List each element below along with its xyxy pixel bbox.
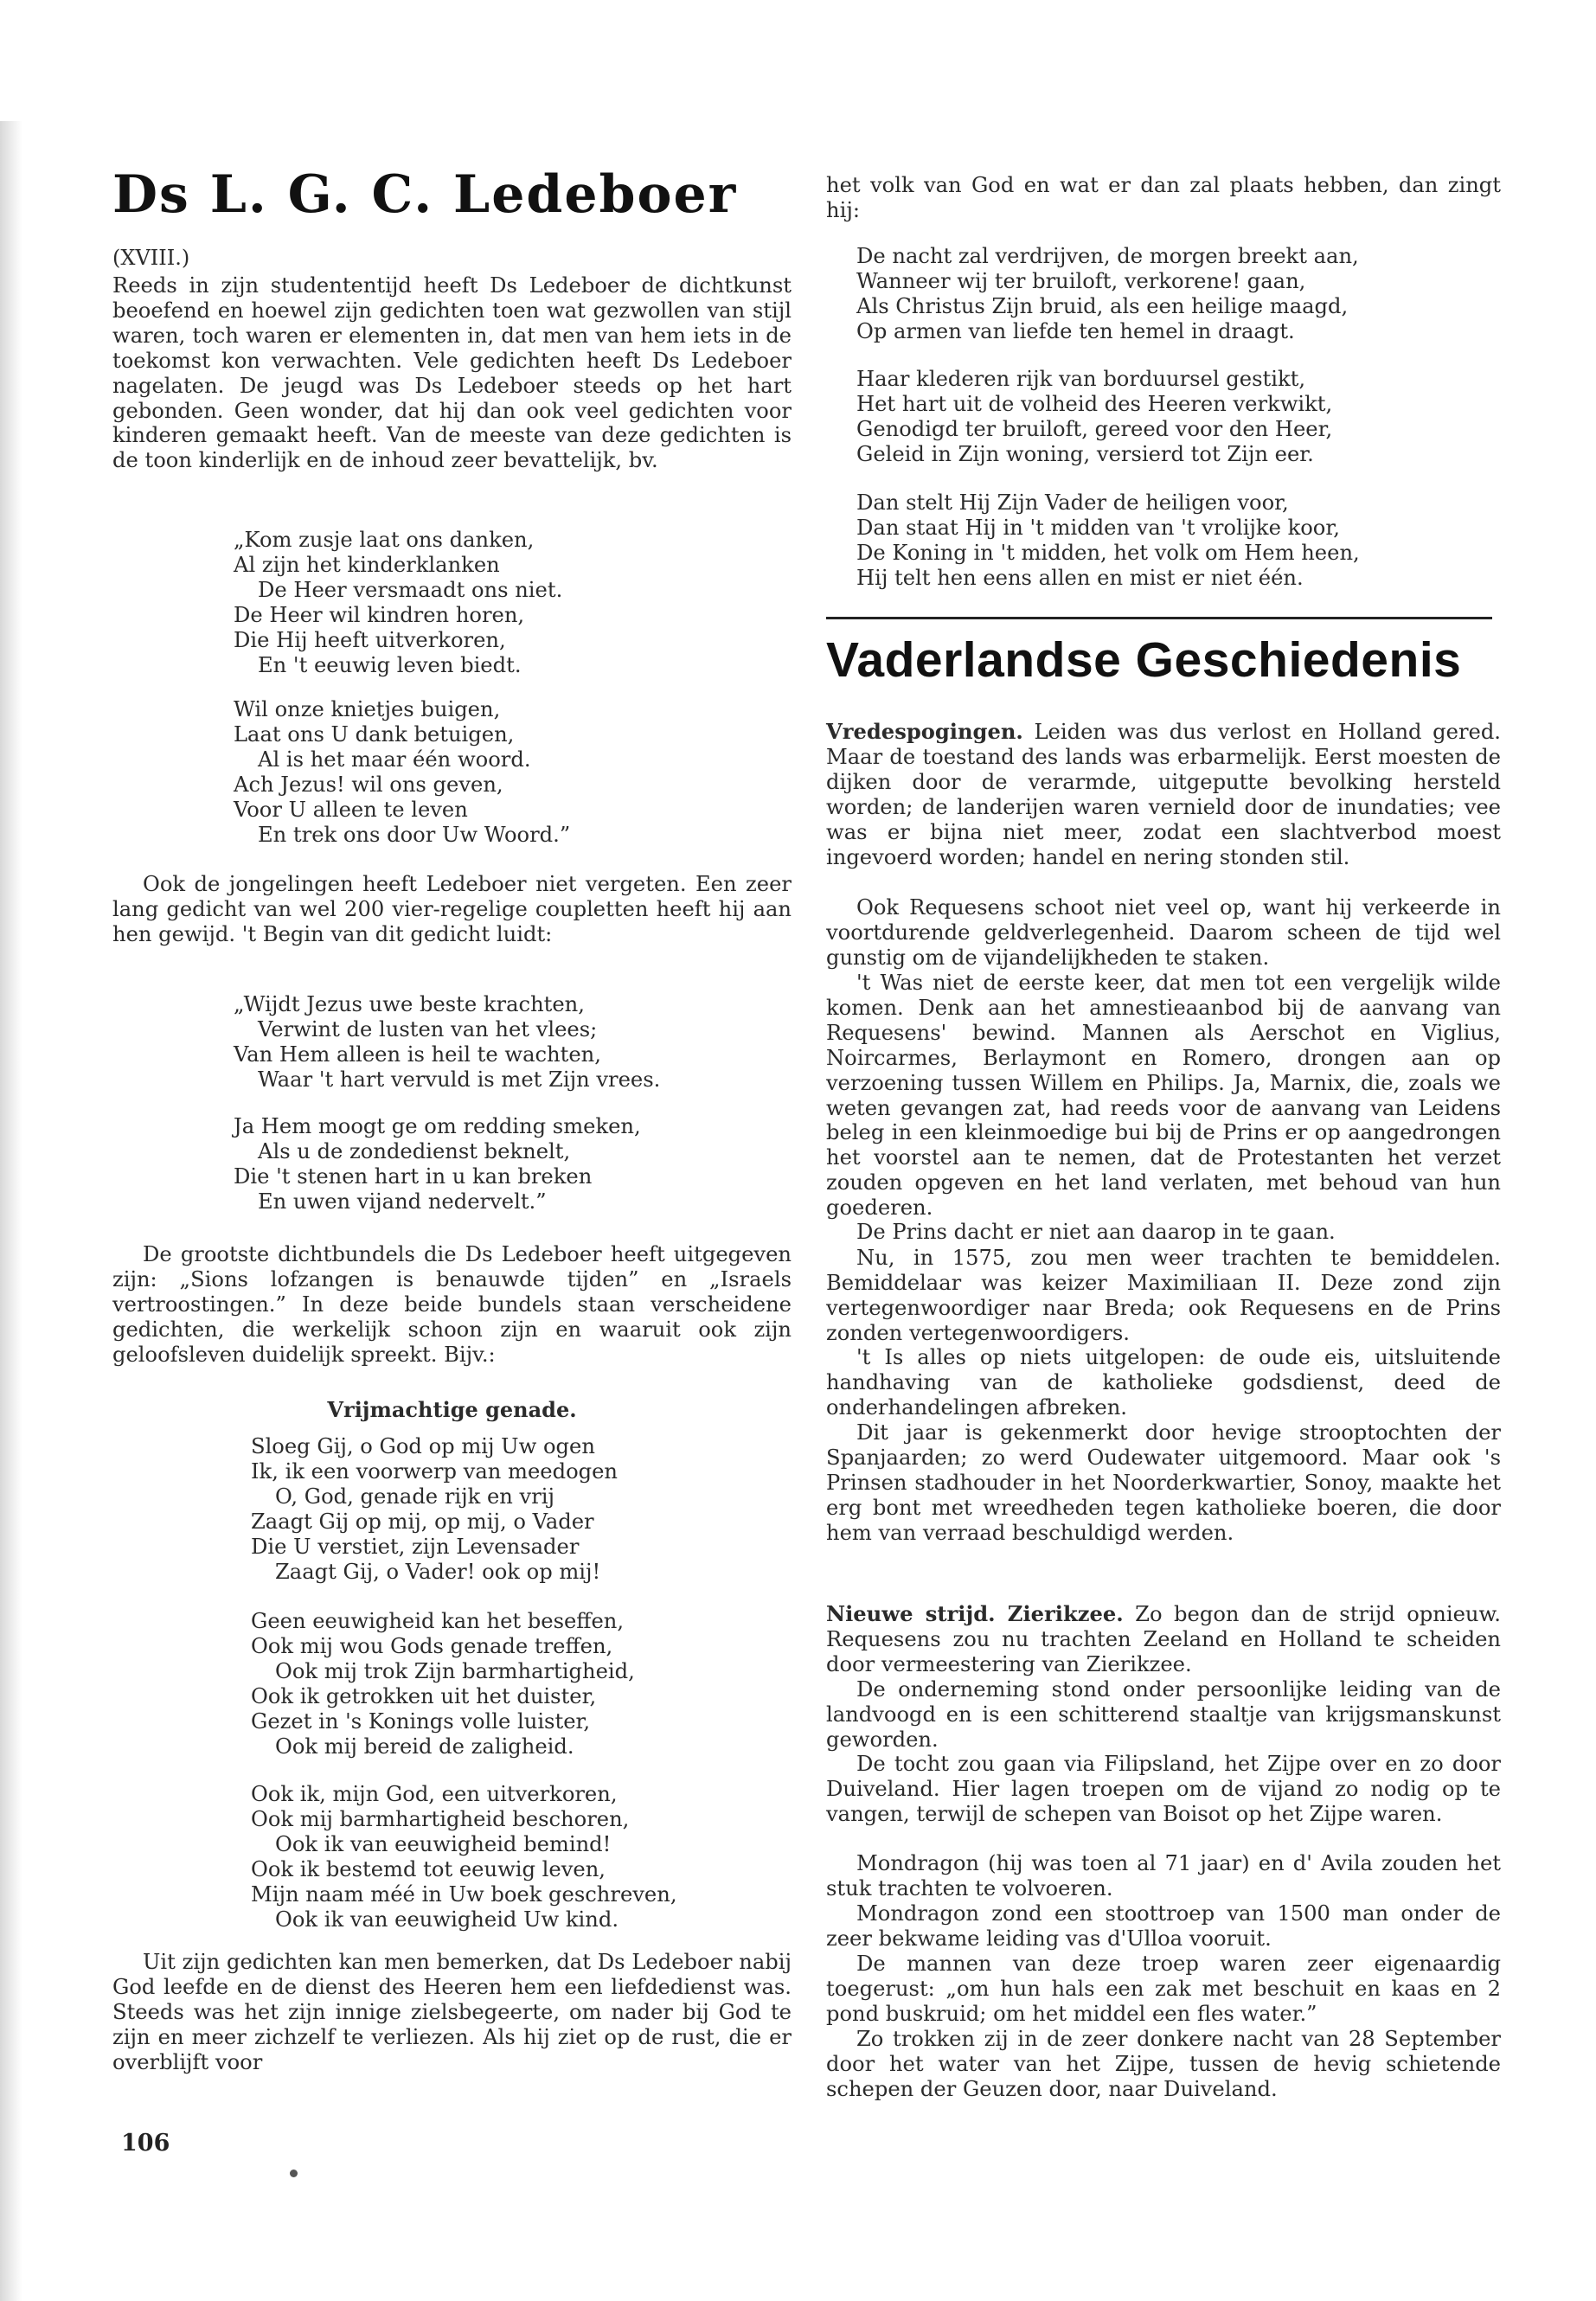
section-divider xyxy=(826,617,1492,619)
history-paragraph-14: Zo trokken zij in de zeer donkere nacht van 28 September door het water van het Zijpe, tussen de hevig schietende schepen der Geuzen door, naar Duiveland. xyxy=(826,2027,1501,2101)
history-paragraph-3: 't Was niet de eerste keer, dat men tot een vergelijk wilde komen. Denk aan het amnestieaanbod bij de aanvang van Requesens' bewind. Mannen als Aerschot en Viglius, Noircarmes, Berlaymont en Romero, drongen aan op verzoening tussen Willem en Philips. Ja, Marnix, die, zoals we weten gevangen zat, had reeds voor de aanvang van Leidens beleg in een kleinmoedige bui bij de Prins er op aangedrongen het voorstel aan te nemen, dat de Protestanten het verzet zouden opgeven en het land verlaten, met behoud van hun goederen. xyxy=(826,971,1501,1221)
poem-line: Op armen van liefde ten hemel in draagt. xyxy=(856,318,1295,343)
poem-line: Al zijn het kinderklanken xyxy=(234,552,500,577)
poem-line: Ook ik van eeuwigheid Uw kind. xyxy=(275,1907,619,1932)
poem-bruiloft-stanza-1 xyxy=(856,244,1531,344)
print-speck xyxy=(290,2170,298,2177)
poem-line: Ook mij trok Zijn barmhartigheid, xyxy=(275,1658,635,1683)
history-paragraph-10: De tocht zou gaan via Filipsland, het Zijpe over en zo door Duiveland. Hier lagen troepen om de vijand zo nodig op te vangen, terwijl de schepen van Boisot op het Zijpe waren. xyxy=(826,1752,1501,1826)
poem-jongelingen-stanza-1 xyxy=(234,992,913,1093)
poem-line: Dan stelt Hij Zijn Vader de heiligen voor, xyxy=(856,490,1289,515)
poem-line: Wil onze knietjes buigen, xyxy=(234,697,501,721)
poem-line: Verwint de lusten van het vlees; xyxy=(258,1016,598,1042)
poem-line: Laat ons U dank betuigen, xyxy=(234,721,515,747)
page-number: 106 xyxy=(121,2130,170,2157)
history-paragraph-13: De mannen van deze troep waren zeer eigenaardig toegerust: „om hun hals een zak met beschuit en kaas en 2 pond buskruid; om het middel een fles water.” xyxy=(826,1952,1501,2026)
history-paragraph-2: Ook Requesens schoot niet veel op, want hij verkeerde in voortdurende geldverlegenheid. Daarom scheen de tijd wel gunstig om de vijandelijkheden te staken. xyxy=(826,895,1501,970)
poem-line: Genodigd ter bruiloft, gereed voor den Heer, xyxy=(856,416,1333,441)
history-paragraph-12: Mondragon zond een stoottroep van 1500 man onder de zeer bekwame leiding vas d'Ulloa vooruit. xyxy=(826,1901,1501,1951)
poem-line: Ook ik bestemd tot eeuwig leven, xyxy=(251,1856,606,1881)
history-paragraph-1 xyxy=(826,720,1501,869)
poem-line: Hij telt hen eens allen en mist er niet één. xyxy=(856,565,1304,590)
poem-line: Als u de zondedienst beknelt, xyxy=(258,1138,571,1163)
poem-line: Ook mij wou Gods genade treffen, xyxy=(251,1633,613,1658)
poem-line: De nacht zal verdrijven, de morgen breekt aan, xyxy=(856,244,1359,268)
paragraph-text: Zo begon dan de strijd opnieuw. Requesens zou nu trachten Zeeland en Holland te scheiden door vermeestering van Zierikzee. xyxy=(826,1602,1501,1676)
poem-line: Ook mij barmhartigheid beschoren, xyxy=(251,1806,630,1831)
poem-line: En uwen vijand nedervelt.” xyxy=(258,1189,547,1214)
poem-line: Ook mij bereid de zaligheid. xyxy=(275,1734,574,1759)
poem-line: En 't eeuwig leven biedt. xyxy=(258,652,522,677)
poem-line: Zaagt Gij, o Vader! ook op mij! xyxy=(275,1559,601,1584)
poem-line: Wanneer wij ter bruiloft, verkorene! gaan, xyxy=(856,268,1306,293)
poem-bruiloft-stanza-3 xyxy=(856,490,1531,591)
section-title: Vaderlandse Geschiedenis xyxy=(826,632,1462,688)
continuation-paragraph: het volk van God en wat er dan zal plaats hebben, dan zingt hij: xyxy=(826,173,1501,222)
poem-kinderen-stanza-2 xyxy=(234,697,913,847)
poem-jongelingen-stanza-2 xyxy=(234,1114,913,1215)
history-paragraph-7: Dit jaar is gekenmerkt door hevige strooptochten der Spanjaarden; zo werd Oudewater uitgemoord. Maar ook 's Prinsen stadhouder in het Noorderkwartier, Sonoy, maakte het erg bont met wreedheden tegen katholieke boeren, die door hem van verraad beschuldigd werden. xyxy=(826,1420,1501,1545)
article-title: Ds L. G. C. Ledeboer xyxy=(112,164,738,225)
poem-line: „Kom zusje laat ons danken, xyxy=(234,528,535,552)
poem-line: Gezet in 's Konings volle luister, xyxy=(251,1708,591,1734)
poem-line: Ja Hem moogt ge om redding smeken, xyxy=(234,1114,641,1138)
poem-line: Ook ik, mijn God, een uitverkoren, xyxy=(251,1782,618,1806)
poem-line: Als Christus Zijn bruid, als een heilige maagd, xyxy=(856,293,1349,318)
poem-line: O, God, genade rijk en vrij xyxy=(275,1484,554,1509)
jongelingen-paragraph: Ook de jongelingen heeft Ledeboer niet vergeten. Een zeer lang gedicht van wel 200 vier-regelige coupletten heeft hij aan hen gewijd. 't Begin van dit gedicht luidt: xyxy=(112,872,792,946)
history-paragraph-5: Nu, in 1575, zou men weer trachten te bemiddelen. Bemiddelaar was keizer Maximiliaan II. Deze zond zijn vertegenwoordiger naar Breda; ook Requesens en de Prins zonden vertegenwoordigers. xyxy=(826,1246,1501,1345)
poem-title: Vrijmachtige genade. xyxy=(327,1397,577,1422)
history-paragraph-6: 't Is alles op niets uitgelopen: de oude eis, uitsluitende handhaving van de katholieke godsdienst, deed de onderhandelingen afbreken. xyxy=(826,1345,1501,1420)
poem-line: Zaagt Gij op mij, op mij, o Vader xyxy=(251,1509,594,1534)
poem-line: Geleid in Zijn woning, versierd tot Zijn eer. xyxy=(856,441,1314,466)
article-number: (XVIII.) xyxy=(112,246,190,270)
poem-bruiloft-stanza-2 xyxy=(856,367,1531,467)
poem-line: Het hart uit de volheid des Heeren verkwikt, xyxy=(856,391,1333,416)
poem-line: Die Hij heeft uitverkoren, xyxy=(234,627,506,652)
history-paragraph-9: De onderneming stond onder persoonlijke leiding van de landvoogd en is een schitterend staaltje van krijgsmanskunst geworden. xyxy=(826,1677,1501,1752)
poem-line: En trek ons door Uw Woord.” xyxy=(258,822,571,847)
poem-line: Haar klederen rijk van borduursel gestikt, xyxy=(856,367,1306,391)
history-paragraph-8 xyxy=(826,1602,1501,1677)
history-paragraph-11: Mondragon (hij was toen al 71 jaar) en d' Avila zouden het stuk trachten te volvoeren. xyxy=(826,1851,1501,1900)
closing-paragraph: Uit zijn gedichten kan men bemerken, dat Ds Ledeboer nabij God leefde en de dienst des Heeren hem een liefdedienst was. Steeds was het zijn innige zielsbegeerte, om nader bij God te zijn en meer zichzelf te verliezen. Als hij ziet op de rust, die er overblijft voor xyxy=(112,1950,792,2074)
poem-line: De Heer wil kindren horen, xyxy=(234,602,525,627)
paragraph-label: Nieuwe strijd. Zierikzee. xyxy=(826,1601,1124,1626)
poem-line: De Heer versmaadt ons niet. xyxy=(258,577,563,602)
poem-line: Al is het maar één woord. xyxy=(258,747,531,772)
poem-line: Waar 't hart vervuld is met Zijn vrees. xyxy=(258,1067,661,1092)
poem-line: Ik, ik een voorwerp van meedogen xyxy=(251,1458,619,1484)
poem-line: Voor U alleen te leven xyxy=(234,797,468,822)
poem-line: Die 't stenen hart in u kan breken xyxy=(234,1163,593,1189)
poem-line: Mijn naam méé in Uw boek geschreven, xyxy=(251,1881,677,1907)
poem-line: Sloeg Gij, o God op mij Uw ogen xyxy=(251,1434,595,1458)
poem-line: Ook ik van eeuwigheid bemind! xyxy=(275,1831,612,1856)
history-paragraph-4: De Prins dacht er niet aan daarop in te gaan. xyxy=(856,1220,1336,1244)
poem-line: Ach Jezus! wil ons geven, xyxy=(234,772,503,797)
paragraph-text: Leiden was dus verlost en Holland gered. Maar de toestand des lands was erbarmelijk. Eerst moesten de dijken door de verarmde, uitgeputte bevolking hersteld worden; de landerijen waren vernield door de inundaties; vee was er bijna niet meer, zodat een slachtverbod moest ingevoerd worden; handel en nering stonden stil. xyxy=(826,720,1501,869)
poem-line: „Wijdt Jezus uwe beste krachten, xyxy=(234,992,585,1016)
poem-line: Geen eeuwigheid kan het beseffen, xyxy=(251,1609,625,1633)
poem-line: De Koning in 't midden, het volk om Hem heen, xyxy=(856,540,1360,565)
paragraph-label: Vredespogingen. xyxy=(826,719,1023,744)
poem-kinderen-stanza-1 xyxy=(234,528,913,677)
poem-line: Dan staat Hij in 't midden van 't vrolijke koor, xyxy=(856,515,1340,540)
page-edge-shadow xyxy=(0,121,22,2301)
dichtbundels-paragraph: De grootste dichtbundels die Ds Ledeboer heeft uitgegeven zijn: „Sions lofzangen is benauwde tijden” en „Israels vertroostingen.” In deze beide bundels staan verscheidene gedichten, die werkelijk schoon zijn en waaruit ook zijn geloofsleven duidelijk spreekt. Bijv.: xyxy=(112,1242,792,1367)
poem-line: Van Hem alleen is heil te wachten, xyxy=(234,1042,601,1067)
poem-line: Ook ik getrokken uit het duister, xyxy=(251,1683,597,1708)
intro-paragraph: Reeds in zijn studententijd heeft Ds Ledeboer de dichtkunst beoefend en hoewel zijn gedichten toen wat gezwollen van stijl waren, toch waren er elementen in, dat men van hem iets in de toekomst kon verwachten. Vele gedichten heeft Ds Ledeboer nagelaten. De jeugd was Ds Ledeboer steeds op het hart gebonden. Geen wonder, dat hij dan ook veel gedichten voor kinderen gemaakt heeft. Van de meeste van deze gedichten is de toon kinderlijk en de inhoud zeer bevattelijk, bv. xyxy=(112,273,792,473)
poem-line: Die U verstiet, zijn Levensader xyxy=(251,1534,580,1559)
